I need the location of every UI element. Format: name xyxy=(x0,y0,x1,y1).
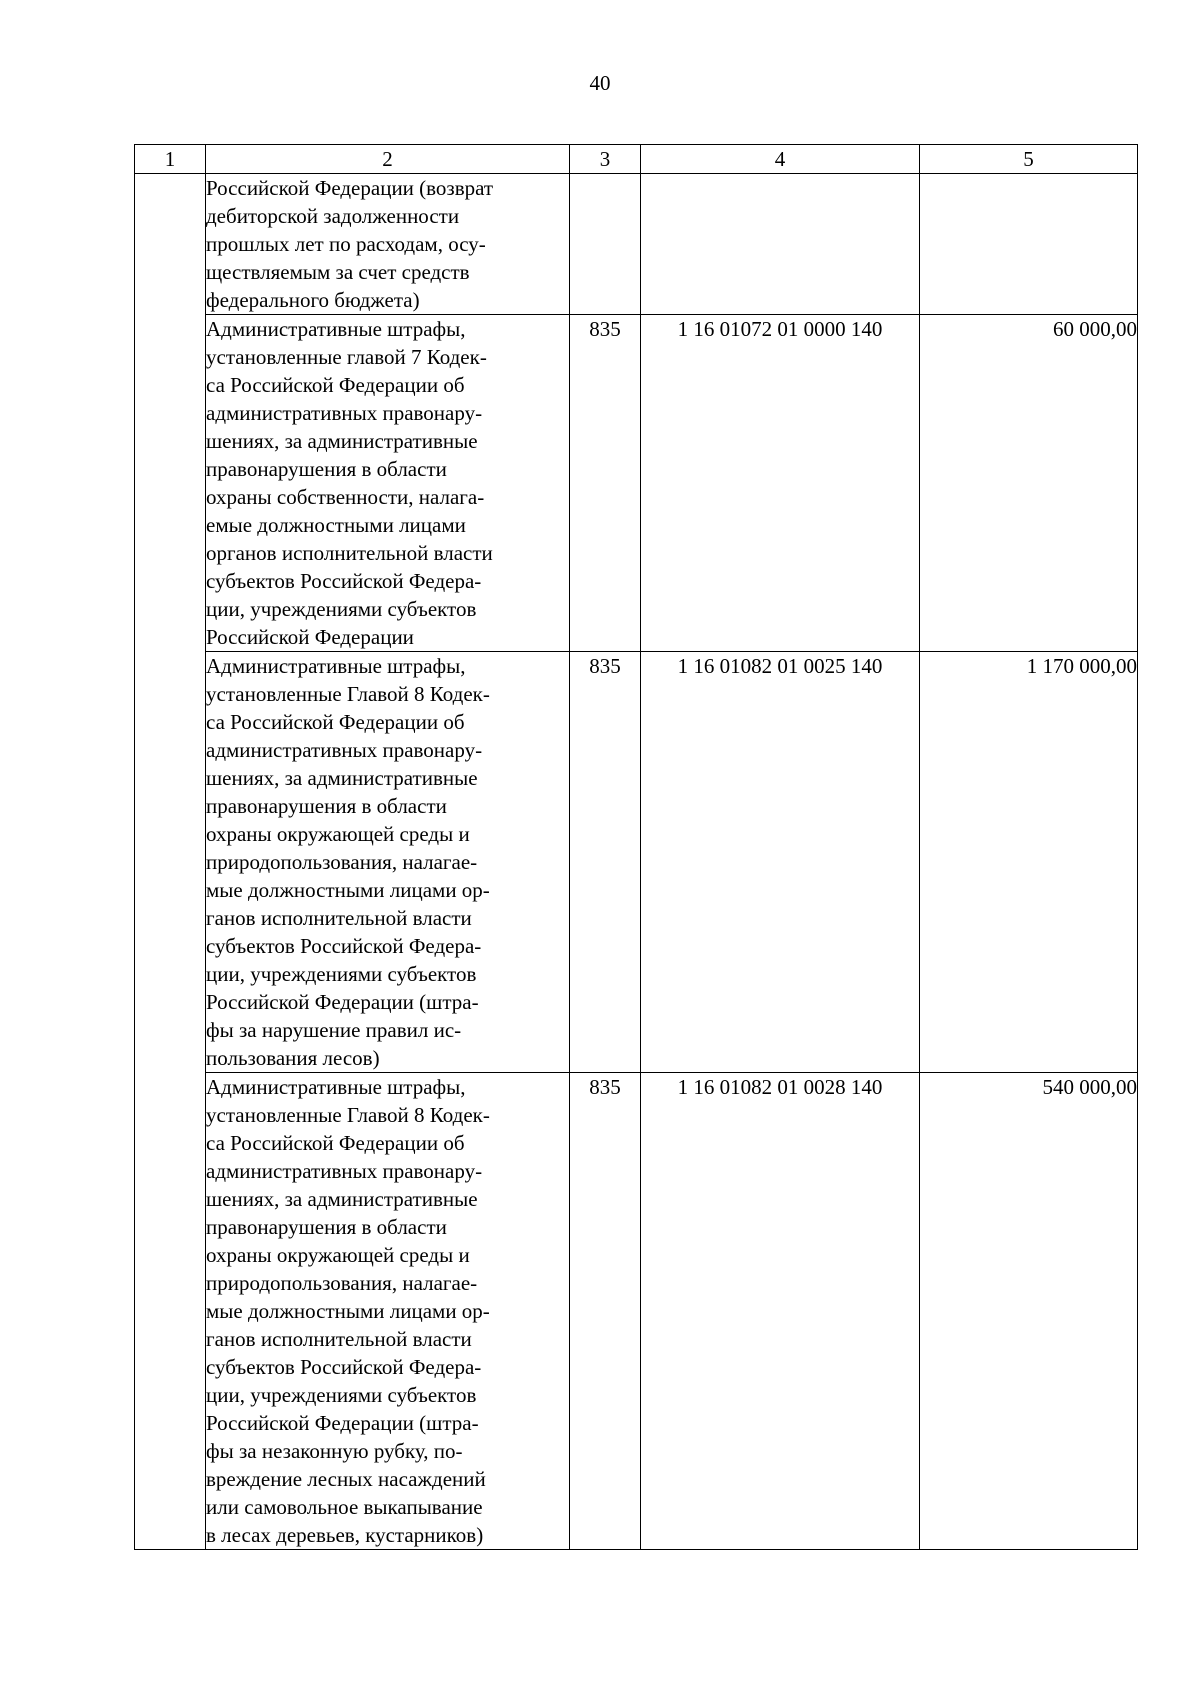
revenue-name-cell: Российской Федерации (возврат дебиторской задолженности прошлых лет по расходам, осу- ществляемым за счет средств федерального бюджета) xyxy=(206,174,570,315)
header-col-3: 3 xyxy=(570,145,641,174)
header-col-2: 2 xyxy=(206,145,570,174)
budget-classification-code-cell: 1 16 01072 01 0000 140 xyxy=(641,315,920,652)
table-header-row xyxy=(135,145,1138,174)
admin-code-cell: 835 xyxy=(570,315,641,652)
page-number: 40 xyxy=(589,71,611,95)
budget-classification-code-cell xyxy=(641,174,920,315)
header-col-1: 1 xyxy=(135,145,206,174)
budget-revenue-table xyxy=(134,144,1138,1550)
row-number-cell xyxy=(135,174,206,1550)
revenue-name-cell: Административные штрафы, установленные Главой 8 Кодек- са Российской Федерации об административных правонару- шениях, за административные правонарушения в области охраны окружающей среды и природопользования, налагае- мые должностными лицами ор- ганов исполнительной власти субъектов Российской Федера- ции, учреждениями субъектов Российской Федерации (штра- фы за незаконную рубку, по- вреждение лесных насаждений или самовольное выкапывание в лесах деревьев, кустарников) xyxy=(206,1073,570,1550)
budget-classification-code-cell: 1 16 01082 01 0028 140 xyxy=(641,1073,920,1550)
header-col-4: 4 xyxy=(641,145,920,174)
table-row xyxy=(135,652,1138,1073)
amount-cell: 1 170 000,00 xyxy=(920,652,1138,1073)
admin-code-cell xyxy=(570,174,641,315)
amount-cell: 540 000,00 xyxy=(920,1073,1138,1550)
table-row xyxy=(135,174,1138,315)
amount-cell xyxy=(920,174,1138,315)
revenue-name-cell: Административные штрафы, установленные Главой 8 Кодек- са Российской Федерации об административных правонару- шениях, за административные правонарушения в области охраны окружающей среды и природопользования, налагае- мые должностными лицами ор- ганов исполнительной власти субъектов Российской Федера- ции, учреждениями субъектов Российской Федерации (штра- фы за нарушение правил ис- пользования лесов) xyxy=(206,652,570,1073)
header-col-5: 5 xyxy=(920,145,1138,174)
amount-cell: 60 000,00 xyxy=(920,315,1138,652)
admin-code-cell: 835 xyxy=(570,1073,641,1550)
table-row xyxy=(135,1073,1138,1550)
admin-code-cell: 835 xyxy=(570,652,641,1073)
table-row xyxy=(135,315,1138,652)
budget-classification-code-cell: 1 16 01082 01 0025 140 xyxy=(641,652,920,1073)
revenue-name-cell: Административные штрафы, установленные главой 7 Кодек- са Российской Федерации об административных правонару- шениях, за административные правонарушения в области охраны собственности, налага- емые должностными лицами органов исполнительной власти субъектов Российской Федера- ции, учреждениями субъектов Российской Федерации xyxy=(206,315,570,652)
